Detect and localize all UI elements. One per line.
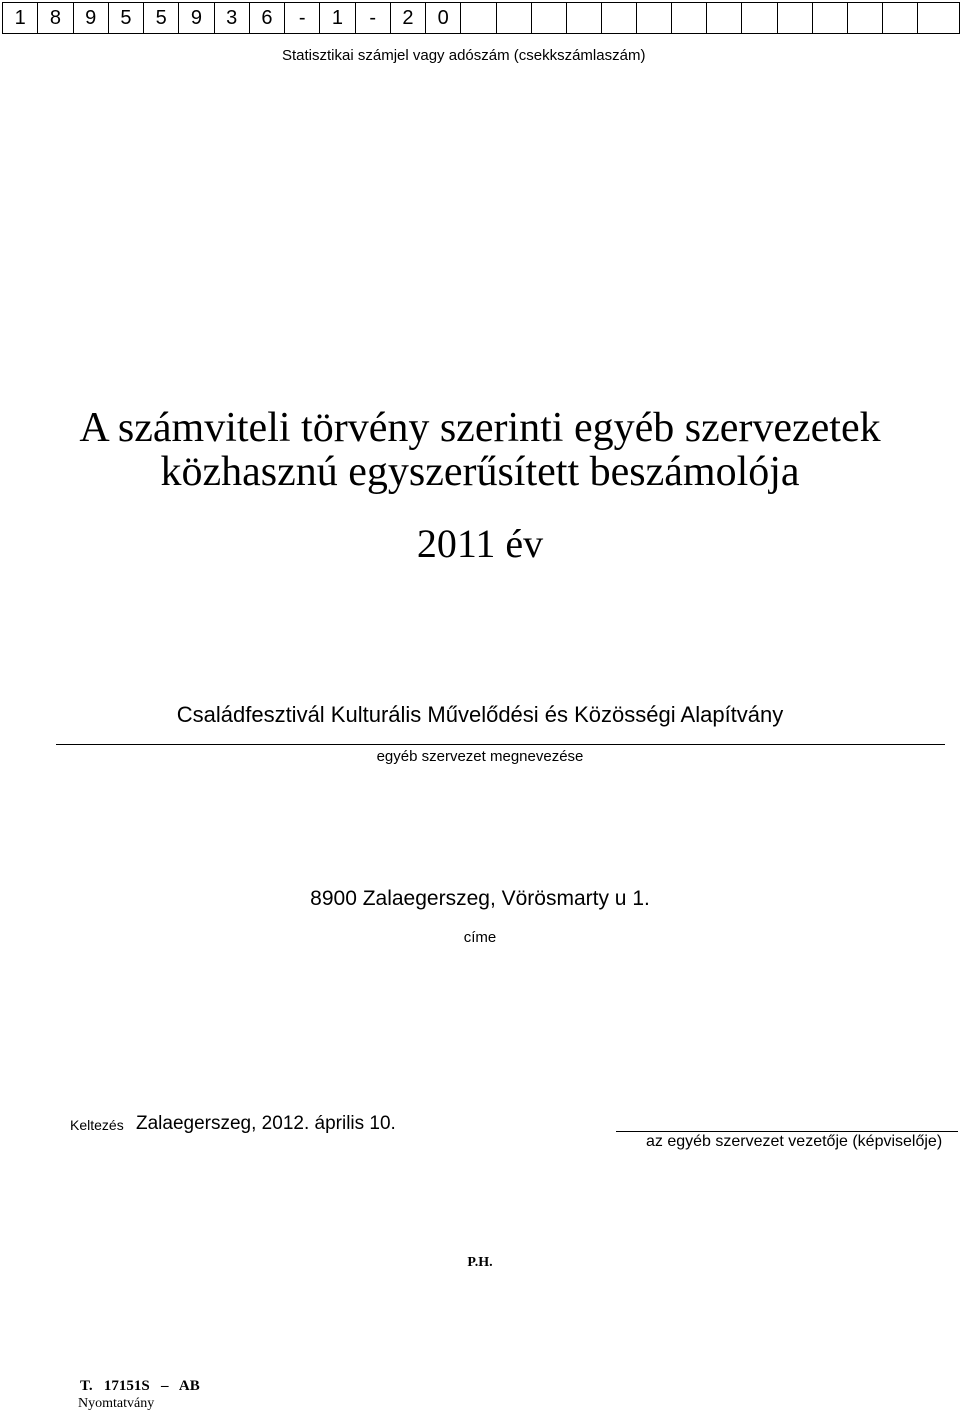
taxid-cell: 9 [179, 3, 214, 34]
taxid-cell-empty [637, 3, 672, 34]
taxid-cell-empty [707, 3, 742, 34]
taxid-cell-empty [742, 3, 777, 34]
taxid-cell-empty [461, 3, 496, 34]
organization-caption: egyéb szervezet megnevezése [376, 748, 584, 765]
form-code: T. 17151S – AB [80, 1378, 200, 1394]
taxid-cell-empty [777, 3, 812, 34]
taxid-cell: 1 [320, 3, 355, 34]
organization-address: 8900 Zalaegerszeg, Vörösmarty u 1. [310, 887, 650, 910]
taxid-cell-empty [918, 3, 960, 34]
seal-placeholder: P.H. [467, 1255, 493, 1270]
taxid-grid [2, 2, 960, 34]
taxid-cell-empty [566, 3, 601, 34]
date-value: Zalaegerszeg, 2012. április 10. [136, 1113, 396, 1134]
signature-line [616, 1131, 958, 1132]
taxid-cell: 9 [73, 3, 108, 34]
taxid-cell-empty [601, 3, 636, 34]
address-caption: címe [463, 929, 497, 946]
taxid-cell: 8 [38, 3, 73, 34]
document-title-line-2: közhasznú egyszerűsített beszámolója [160, 449, 800, 495]
taxid-cell: - [355, 3, 390, 34]
taxid-cell: 1 [3, 3, 38, 34]
taxid-cell: - [285, 3, 320, 34]
report-year: 2011 év [416, 521, 544, 566]
taxid-cell-empty [812, 3, 847, 34]
form-label: Nyomtatvány [78, 1396, 155, 1411]
taxid-cell-empty [672, 3, 707, 34]
taxid-cell-empty [496, 3, 531, 34]
taxid-caption: Statisztikai számjel vagy adószám (csekkszámlaszám) [282, 47, 646, 64]
taxid-cell-empty [883, 3, 918, 34]
taxid-cell: 3 [214, 3, 249, 34]
date-label: Keltezés [70, 1117, 124, 1133]
taxid-cell: 5 [144, 3, 179, 34]
taxid-cell: 0 [426, 3, 461, 34]
taxid-cell: 6 [249, 3, 284, 34]
taxid-cell: 5 [108, 3, 143, 34]
taxid-cell: 2 [390, 3, 425, 34]
signature-caption: az egyéb szervezet vezetője (képviselője) [646, 1133, 943, 1150]
taxid-cell-empty [531, 3, 566, 34]
document-title-line-1: A számviteli törvény szerinti egyéb szervezetek [79, 405, 881, 451]
organization-name: Családfesztivál Kulturális Művelődési és Közösségi Alapítvány [176, 702, 784, 727]
organization-name-rule [56, 744, 945, 745]
taxid-cell-empty [847, 3, 882, 34]
